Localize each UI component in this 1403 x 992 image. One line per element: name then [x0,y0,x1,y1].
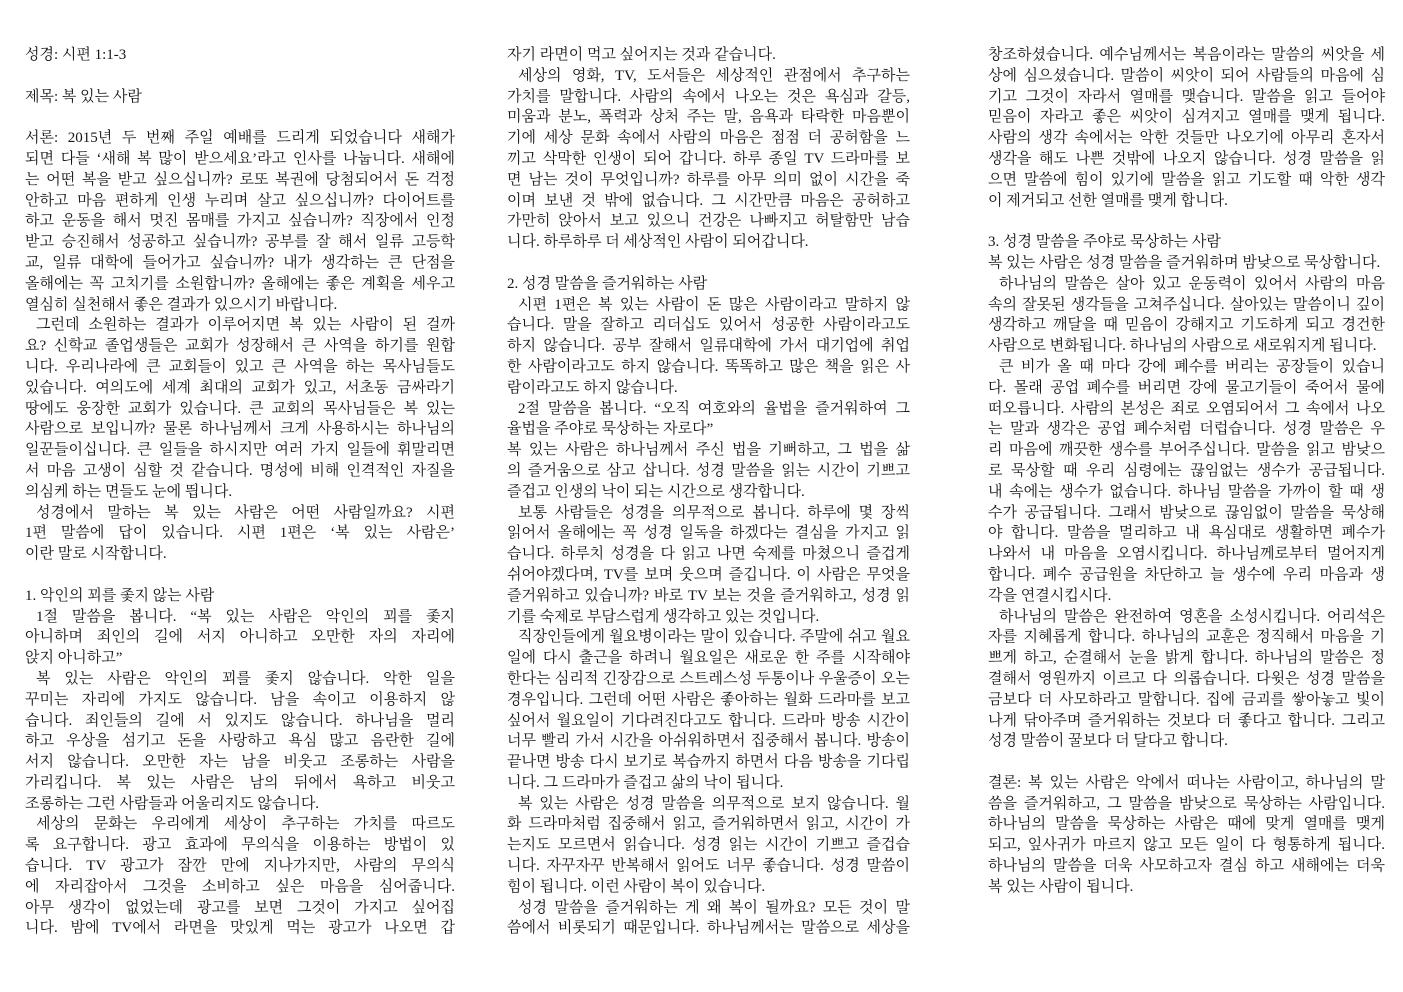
text-line: 일꾼들이십니다. 큰 일들을 하시지만 여러 가지 일들에 휘말리면 [25,442,455,459]
text-line: 사람으로 변화됩니다. 하나님의 사람으로 새로워지게 됩니다. [988,338,1377,355]
text-line: 의심케 하는 면들도 눈에 띕니다. [25,483,233,500]
section-heading: 3. 성경 말씀을 주야로 묵상하는 사람 [988,234,1221,251]
text-line: 서 마음 고생이 심할 것 같습니다. 명성에 비해 인격적인 자질을 [25,462,455,479]
text-line: 세상의 영화, TV, 도서들은 세상적인 관점에서 추구하는 [518,67,910,84]
text-line: 화 드라마처럼 집중해서 읽고, 즐거워하면서 읽고, 시간이 가 [507,816,910,833]
text-line: 니다. 자꾸자꾸 반복해서 읽어도 너무 좋습니다. 성경 말씀이 [507,858,910,875]
text-line: 경우입니다. 그런데 어떤 사람은 좋아하는 월화 드라마를 보고 [507,691,910,708]
text-line: 하나님의 말씀은 완전하여 영혼을 소성시킵니다. 어리석은 [999,608,1385,625]
text-line: 미움과 분노, 폭력과 상처 주는 말, 음욕과 타락한 마음뿐이 [507,109,910,126]
text-line: 기고 그것이 자라서 열매를 맺습니다. 말씀을 읽고 들어야 [988,88,1385,105]
text-line: 생각을 해도 나쁜 것밖에 나오지 않습니다. 성경 말씀을 읽 [988,150,1385,167]
text-line: 너무 빨리 가서 시간을 아쉬워하면서 집중해서 봅니다. 방송이 [507,733,910,750]
spacer [25,565,455,586]
text-line: 으면 말씀에 힘이 있기에 말씀을 읽고 기도할 때 악한 생각 [988,171,1385,188]
text-column-1 [25,45,455,939]
text-line: 땅에도 웅장한 교회가 있습니다. 큰 교회의 목사님들은 복 있는 [25,400,455,417]
text-line: 되면 다들 ‘새해 복 많이 받으세요’라고 인사를 나눕니다. 새해에 [25,150,455,167]
spacer [507,253,910,274]
text-line: 1편 말씀에 답이 있습니다. 시편 1편은 ‘복 있는 사람은’ [25,525,455,542]
text-line: 받고 승진해서 성공하고 싶습니까? 공부를 잘 해서 일류 고등학 [25,234,455,251]
text-line: 끼고 삭막한 인생이 되어 갑니다. 하루 종일 TV 드라마를 보 [507,150,910,167]
text-line: 복 있는 사람이 됩니다. [988,878,1134,895]
text-line: 교, 일류 대학에 들어가고 싶습니까? 내가 생각하는 큰 단점을 [25,254,455,271]
text-line: 이란 말로 시작합니다. [25,546,167,563]
text-line: 읽어서 올해에는 꼭 성경 일독을 하겠다는 결심을 가지고 읽 [507,525,910,542]
spacer [25,66,455,87]
text-line: 씀을 즐거워하고, 그 말씀을 밤낮으로 묵상하는 사람입니다. [988,795,1385,812]
text-line: 이 제거되고 선한 열매를 맺게 합니다. [988,192,1228,209]
text-line: 하나님의 말씀을 묵상하는 사람은 때에 맞게 열매를 맺게 [988,816,1385,833]
text-line: 힘이 됩니다. 이런 사람이 복이 있습니다. [507,878,766,895]
text-line: 즐겁고 인생의 낙이 되는 시간으로 생각합니다. [507,483,805,500]
text-line: 씀에서 비롯되기 때문입니다. 하나님께서는 말씀으로 세상을 [507,920,910,937]
text-line: 결해서 영원까지 이르고 다 의롭습니다. 다윗은 성경 말씀을 [988,670,1385,687]
text-line: 한 사람이라고도 하지 않습니다. 똑똑하고 많은 책을 읽은 사 [507,358,910,375]
text-line: 나게 닦아주며 즐거워하는 것보다 더 좋다고 합니다. 그리고 [988,712,1385,729]
text-line: 성경 말씀을 즐거워하는 게 왜 복이 될까요? 모든 것이 말 [518,899,910,916]
sermon-title: 제목: 복 있는 사람 [25,88,142,105]
text-line: 서지 않습니다. 오만한 자는 남을 비웃고 조롱하는 사람을 [25,754,455,771]
text-line: 니다. 그 드라마가 즐겁고 삶의 낙이 됩니다. [507,774,784,791]
text-line: 하지 않습니다. 공부 잘해서 일류대학에 가서 대기업에 취업 [507,338,910,355]
text-line: 는 어떤 복을 받고 싶으십니까? 로또 복권에 당첨되어서 돈 걱정 [25,171,455,188]
text-line: 하고 우상을 섬기고 돈을 사랑하고 욕심 많고 음란한 길에 [25,733,455,750]
text-line: 2절 말씀을 봅니다. “오직 여호와의 율법을 즐거워하여 그 [518,400,910,417]
text-line: 직장인들에게 월요병이라는 말이 있습니다. 주말에 쉬고 월요 [518,629,910,646]
text-line: 되고, 잎사귀가 마르지 않고 모든 일이 다 형통하게 됩니다. [988,837,1385,854]
text-line: 다. 몰래 공업 폐수를 버리면 강에 물고기들이 죽어서 물에 [988,379,1385,396]
text-column-2 [507,45,910,939]
text-line: 쁘게 하고, 순결해서 눈을 밝게 합니다. 하나님의 말씀은 정 [988,650,1385,667]
text-line: 면 남는 것이 무엇입니까? 하루를 아무 의미 없이 시간을 죽 [507,171,910,188]
text-line: 습니다. TV 광고가 잠깐 만에 지나가지만, 사람의 무의식 [25,858,455,875]
text-line: 기에 세상 문화 속에서 사람의 마음은 점점 더 공허함을 느 [507,130,910,147]
text-line: 복 있는 사람은 성경 말씀을 즐거워하며 밤낮으로 묵상합니다. [988,254,1381,271]
text-line: 보통 사람들은 성경을 의무적으로 봅니다. 하루에 몇 장씩 [518,504,910,521]
text-line: 일에 다시 출근을 하려니 월요일은 새로운 한 주를 시작해야 [507,650,910,667]
text-line: 람이라고도 하지 않습니다. [507,379,678,396]
text-line: 습니다. 죄인들의 길에 서 있지도 않습니다. 하나님을 멀리 [25,712,455,729]
text-line: 이며 보낸 것 밖에 없습니다. 그 시간만큼 마음은 공허하고 [507,192,910,209]
text-line: 리 마음에 깨끗한 생수를 부어주십니다. 말씀을 읽고 밤낮으 [988,442,1385,459]
text-line: 자기 라면이 먹고 싶어지는 것과 같습니다. [507,47,776,63]
text-line: 나와서 내 마음을 오염시킵니다. 하나님께로부터 멀어지게 [988,546,1385,563]
text-line: 즐거워하고 있습니까? 바로 TV 보는 것을 즐거워하고, 성경 읽 [507,587,910,604]
text-line: 앉지 아니하고” [25,650,123,667]
text-line: 아무 생각이 없었는데 광고를 보면 그것이 가지고 싶어집 [25,899,455,916]
text-line: 가만히 앉아서 보고 있으니 건강은 나빠지고 허탈함만 남습 [507,213,910,230]
text-line: 율법을 주야로 묵상하는 자로다” [507,421,714,438]
text-line: 열심히 실천해서 좋은 결과가 있으시기 바랍니다. [25,296,338,313]
text-line: 생각하고 깨달을 때 믿음이 강해지고 기도하게 되고 경건한 [988,317,1385,334]
text-line: 는 말과 생각은 공업 폐수처럼 더럽습니다. 성경 말씀은 우 [988,421,1385,438]
text-line: 떠오릅니다. 사람의 본성은 죄로 오염되어서 그 속에서 나오 [988,400,1385,417]
text-line: 서론: 2015년 두 번째 주일 예배를 드리게 되었습니다 새해가 [25,130,455,147]
text-line: 끝나면 방송 다시 보기로 복습까지 하면서 다음 방송을 기다립 [507,754,910,771]
text-line: 습니다. 하루치 성경을 다 읽고 나면 숙제를 마쳤으니 즐겁게 [507,546,910,563]
text-line: 요? 신학교 졸업생들은 교회가 성장해서 큰 사역을 하기를 원합 [25,338,455,355]
text-line: 각을 연결시킵시다. [988,587,1112,604]
text-line: 에 자리잡아서 그것을 소비하고 싶은 마음을 심어줍니다. [25,878,455,895]
text-line: 록 요구합니다. 광고 효과에 무의식을 이용하는 방법이 있 [25,837,455,854]
text-line: 습니다. 말을 잘하고 리더십도 있어서 성공한 사람이라고도 [507,317,910,334]
text-line: 1절 말씀을 봅니다. “복 있는 사람은 악인의 꾀를 좇지 [36,608,455,625]
text-line: 한다는 심리적 긴장감으로 스트레스성 두통이나 우울증이 오는 [507,670,910,687]
text-line: 사람으로 보입니까? 물론 하나님께서 크게 사용하시는 하나님의 [25,421,455,438]
text-line: 합니다. 폐수 공급원을 차단하고 늘 생수에 우리 마음과 생 [988,566,1385,583]
spacer [988,211,1385,232]
text-line: 수가 공급됩니다. 그래서 밤낮으로 끊임없이 말씀을 묵상해 [988,504,1385,521]
text-line: 조롱하는 그런 사람들과 어울리지도 않습니다. [25,795,320,812]
text-line: 성경 말씀이 꿀보다 더 달다고 합니다. [988,733,1228,750]
text-line: 올해에는 꼭 고치기를 소원합니까? 올해에는 좋은 계획을 세우고 [25,275,455,292]
text-line: 복 있는 사람은 악인의 꾀를 좇지 않습니다. 악한 일을 [36,670,455,687]
text-line: 니다. 하루하루 더 세상적인 사람이 되어갑니다. [507,234,809,251]
text-line: 세상의 문화는 우리에게 세상이 추구하는 가치를 따르도 [36,816,455,833]
text-line: 꾸미는 자리에 가지도 않습니다. 남을 속이고 이용하지 않 [25,691,455,708]
text-line: 상에 심으셨습니다. 말씀이 씨앗이 되어 사람들의 마음에 심 [988,67,1385,84]
scripture-reference: 성경: 시편 1:1-3 [25,47,127,63]
section-heading: 2. 성경 말씀을 즐거워하는 사람 [507,275,708,292]
section-heading: 1. 악인의 꾀를 좇지 않는 사람 [25,587,215,604]
text-line: 가치를 말합니다. 사람의 속에서 나오는 것은 욕심과 갈등, [507,88,910,105]
text-line: 창조하셨습니다. 예수님께서는 복음이라는 말씀의 씨앗을 세 [988,47,1385,63]
text-line: 복 있는 사람은 하나님께서 주신 법을 기뻐하고, 그 법을 삶 [507,442,910,459]
text-line: 금보다 더 사모하라고 말합니다. 집에 금괴를 쌓아놓고 빛이 [988,691,1385,708]
text-column-3 [988,45,1385,898]
text-line: 하나님의 말씀을 더욱 사모하고자 결심 하고 새해에는 더욱 [988,858,1385,875]
text-line: 안하고 마음 편하게 인생 누리며 살고 싶으십니까? 다이어트를 [25,192,455,209]
text-line: 기를 숙제로 부담스럽게 생각하고 있는 것입니다. [507,608,820,625]
text-line: 시편 1편은 복 있는 사람이 돈 많은 사람이라고 말하지 않 [518,296,910,313]
text-line: 큰 비가 올 때 마다 강에 폐수를 버리는 공장들이 있습니 [999,358,1385,375]
text-line: 니다. 우리나라에 큰 교회들이 있고 큰 사역을 하는 목사님들도 [25,358,455,375]
text-line: 는지도 모르면서 읽습니다. 성경 읽는 시간이 기쁘고 즐겁습 [507,837,910,854]
text-line: 하나님의 말씀은 살아 있고 운동력이 있어서 사람의 마음 [999,275,1385,292]
text-line: 의 즐거움으로 삼고 삽니다. 성경 말씀을 읽는 시간이 기쁘고 [507,462,910,479]
text-line: 속의 잘못된 생각들을 고쳐주십니다. 살아있는 말씀이니 깊이 [988,296,1385,313]
text-line: 믿음이 자라고 좋은 씨앗이 심겨지고 열매를 맺게 됩니다. [988,109,1385,126]
text-line: 사람의 생각 속에서는 악한 것들만 나오기에 아무리 혼자서 [988,130,1385,147]
text-line: 로 묵상할 때 우리 심령에는 끊임없는 생수가 공급됩니다. [988,462,1385,479]
text-line: 싶어서 월요일이 기다려진다고도 합니다. 드라마 방송 시간이 [507,712,910,729]
text-line: 그런데 소원하는 결과가 이루어지면 복 있는 사람이 된 걸까 [36,317,455,334]
text-line: 가리킵니다. 복 있는 사람은 남의 뒤에서 욕하고 비웃고 [25,774,455,791]
text-line: 쉬어야겠다며, TV를 보며 웃으며 즐깁니다. 이 사람은 무엇을 [507,566,910,583]
text-line: 복 있는 사람은 성경 말씀을 의무적으로 보지 않습니다. 월 [518,795,910,812]
text-line: 결론: 복 있는 사람은 악에서 떠나는 사람이고, 하나님의 말 [988,774,1385,791]
text-line: 자를 지혜롭게 합니다. 하나님의 교훈은 정직해서 마음을 기 [988,629,1385,646]
text-line: 야 합니다. 말씀을 멀리하고 내 욕심대로 생활하면 폐수가 [988,525,1385,542]
spacer [25,107,455,128]
spacer [988,752,1385,773]
text-line: 하고 운동을 해서 멋진 몸매를 가지고 싶습니까? 직장에서 인정 [25,213,455,230]
text-line: 성경에서 말하는 복 있는 사람은 어떤 사람일까요? 시편 [36,504,455,521]
text-line: 아니하며 죄인의 길에 서지 아니하고 오만한 자의 자리에 [25,629,455,646]
text-line: 내 속에는 생수가 없습니다. 하나님 말씀을 가까이 할 때 생 [988,483,1385,500]
text-line: 니다. 밤에 TV에서 라면을 맛있게 먹는 광고가 나오면 갑 [25,920,455,937]
text-line: 있습니다. 여의도에 세계 최대의 교회가 있고, 서초동 금싸라기 [25,379,455,396]
